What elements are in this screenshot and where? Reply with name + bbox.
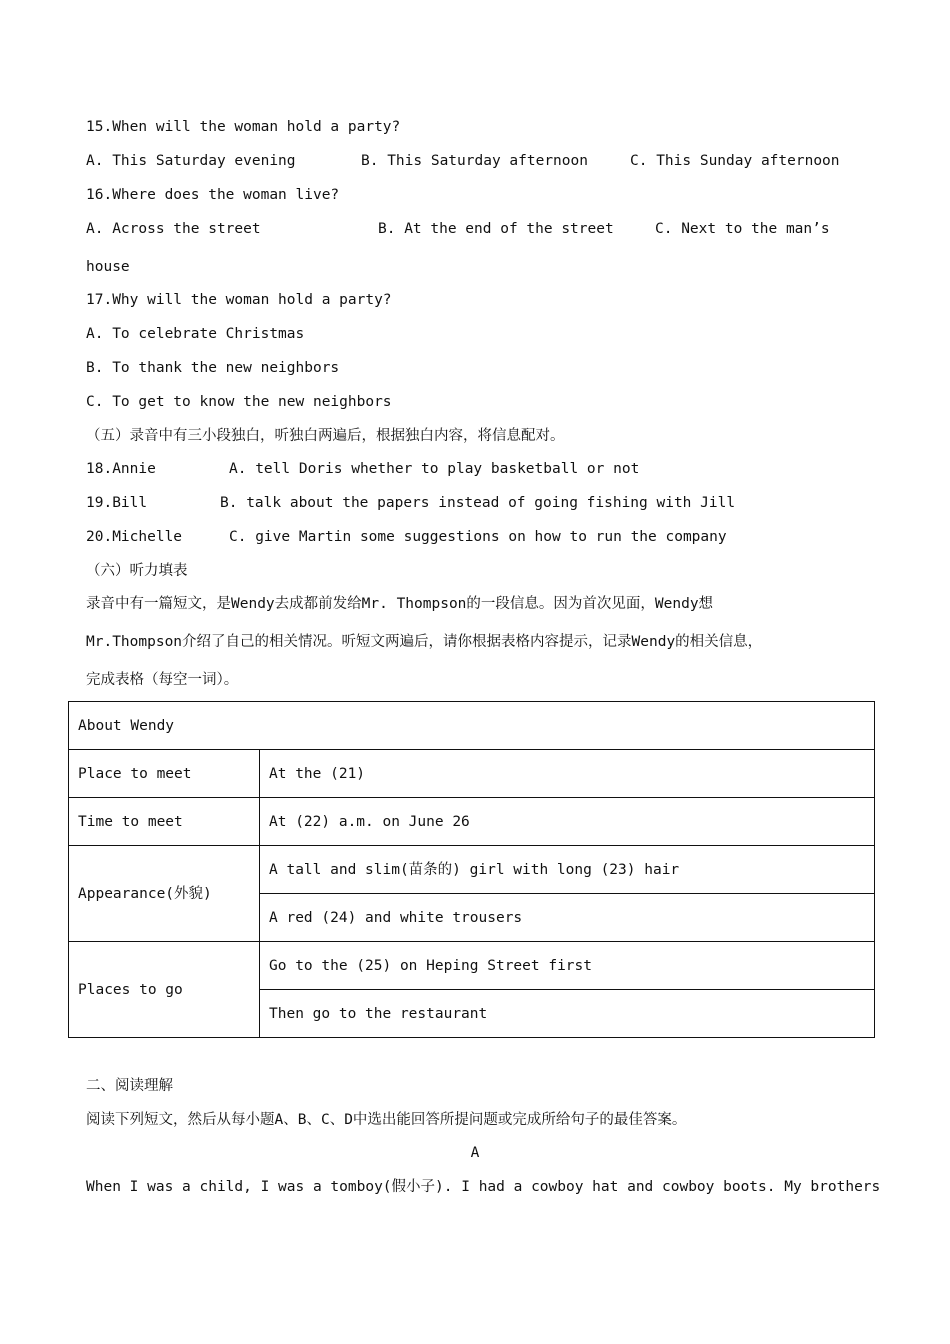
match-option-b: B. talk about the papers instead of going fishing with Jill — [220, 495, 736, 511]
table-row — [69, 846, 875, 894]
wendy-info-table — [68, 701, 875, 1038]
q16-option-b: B. At the end of the street — [378, 221, 614, 237]
table-title: About Wendy — [69, 702, 875, 750]
time-label: Time to meet — [69, 798, 260, 846]
table-row — [69, 750, 875, 798]
table-row — [69, 798, 875, 846]
match-name-20: 20.Michelle — [86, 529, 183, 545]
places-value-1: Go to the (25) on Heping Street first — [260, 942, 875, 990]
match-option-c: C. give Martin some suggestions on how to run the company — [229, 529, 727, 545]
appearance-label: Appearance(外貌) — [69, 846, 260, 942]
section5-heading: （五）录音中有三小段独白，听独白两遍后，根据独白内容，将信息配对。 — [86, 428, 565, 444]
q16-option-a: A. Across the street — [86, 221, 261, 237]
q16-option-c-continued: house — [86, 259, 130, 275]
q15-option-b: B. This Saturday afternoon — [361, 153, 588, 169]
appearance-value-1: A tall and slim(苗条的) girl with long (23) hair — [260, 846, 875, 894]
reading-instruction: 阅读下列短文，然后从每小题A、B、C、D中选出能回答所提问题或完成所给句子的最佳答案。 — [86, 1112, 687, 1128]
table-row — [69, 702, 875, 750]
q17-option-b: B. To thank the new neighbors — [86, 360, 340, 376]
passage-label: A — [470, 1145, 480, 1161]
section6-intro-line3: 完成表格（每空一词）。 — [86, 672, 239, 688]
q15-option-a: A. This Saturday evening — [86, 153, 296, 169]
q16-stem: 16.Where does the woman live? — [86, 187, 340, 203]
q15-option-c: C. This Sunday afternoon — [630, 153, 840, 169]
section6-intro-line2: Mr.Thompson介绍了自己的相关情况。听短文两遍后，请你根据表格内容提示，记录Wendy的相关信息， — [86, 634, 763, 650]
appearance-value-2: A red (24) and white trousers — [260, 894, 875, 942]
reading-heading: 二、阅读理解 — [86, 1078, 173, 1094]
section6-intro-line1: 录音中有一篇短文，是Wendy去成都前发给Mr. Thompson的一段信息。因为首次见面，Wendy想 — [86, 596, 714, 612]
match-name-19: 19.Bill — [86, 495, 148, 511]
match-name-18: 18.Annie — [86, 461, 156, 477]
q17-stem: 17.Why will the woman hold a party? — [86, 292, 392, 308]
place-value: At the (21) — [260, 750, 875, 798]
passage-first-line: When I was a child, I was a tomboy(假小子). I had a cowboy hat and cowboy boots. My brothers — [86, 1179, 881, 1195]
places-label: Places to go — [69, 942, 260, 1038]
q17-option-a: A. To celebrate Christmas — [86, 326, 305, 342]
place-label: Place to meet — [69, 750, 260, 798]
q15-stem: 15.When will the woman hold a party? — [86, 119, 401, 135]
table-row — [69, 942, 875, 990]
q16-option-c: C. Next to the man’s — [655, 221, 830, 237]
time-value: At (22) a.m. on June 26 — [260, 798, 875, 846]
match-option-a: A. tell Doris whether to play basketball or not — [229, 461, 640, 477]
section6-heading: （六）听力填表 — [86, 563, 188, 579]
places-value-2: Then go to the restaurant — [260, 990, 875, 1038]
q17-option-c: C. To get to know the new neighbors — [86, 394, 392, 410]
